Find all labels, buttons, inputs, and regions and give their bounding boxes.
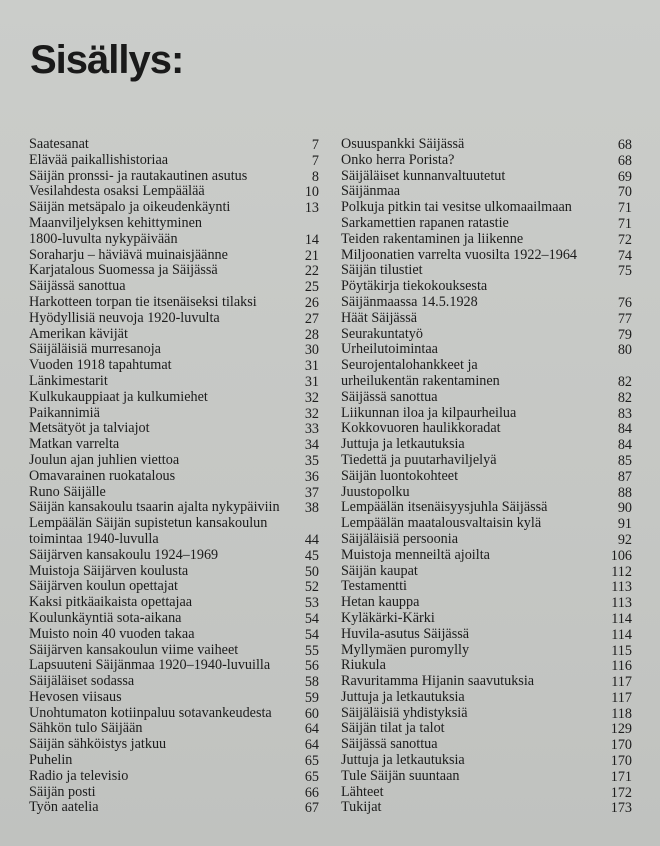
toc-entry-page: 83 bbox=[617, 405, 632, 422]
toc-entry bbox=[341, 421, 632, 437]
toc-entry-page: 112 bbox=[611, 563, 632, 580]
toc-entry-page: 115 bbox=[611, 642, 632, 659]
toc-entry bbox=[341, 548, 632, 564]
toc-entry-page: 22 bbox=[304, 263, 319, 280]
toc-entry-page: 26 bbox=[304, 294, 319, 311]
toc-entry-page: 84 bbox=[617, 437, 632, 454]
toc-entry-title: Säijässä sanottua bbox=[341, 389, 438, 405]
toc-entry-page: 117 bbox=[611, 689, 632, 706]
toc-entry-title: Seurakuntatyö bbox=[341, 326, 423, 342]
toc-entry bbox=[29, 674, 319, 690]
toc-entry bbox=[29, 721, 319, 737]
toc-entry-title: Säijäläiset kunnanvaltuutetut bbox=[341, 168, 506, 184]
toc-entry bbox=[341, 785, 632, 801]
toc-entry-title: Hyödyllisiä neuvoja 1920-luvulta bbox=[29, 310, 220, 326]
toc-entry-title: Koulunkäyntiä sota-aikana bbox=[29, 610, 182, 626]
toc-entry-page: 172 bbox=[610, 784, 632, 801]
toc-entry-title: Säijän sähköistys jatkuu bbox=[29, 737, 167, 753]
toc-entry-page: 10 bbox=[304, 184, 319, 201]
toc-entry bbox=[341, 485, 632, 501]
toc-entry-page: 32 bbox=[304, 389, 319, 406]
toc-entry bbox=[29, 184, 319, 200]
toc-entry-title: Säijärven kansakoulu 1924–1969 bbox=[29, 547, 219, 563]
toc-entry bbox=[29, 200, 319, 216]
toc-entry-page: 87 bbox=[617, 468, 632, 485]
toc-entry bbox=[341, 248, 632, 264]
toc-entry-page: 45 bbox=[304, 547, 319, 564]
toc-entry-title: Säijässä sanottua bbox=[29, 279, 126, 295]
toc-entry-page: 33 bbox=[304, 421, 319, 438]
toc-entry bbox=[29, 548, 319, 564]
toc-entry bbox=[341, 532, 632, 548]
toc-entry-title: Tiedettä ja puutarhaviljelyä bbox=[341, 452, 497, 468]
toc-entry bbox=[341, 627, 632, 643]
toc-entry-page: 113 bbox=[611, 579, 632, 596]
toc-entry-page: 70 bbox=[617, 184, 632, 201]
toc-entry-title: Miljoonatien varrelta vuosilta 1922–1964 bbox=[341, 247, 578, 263]
toc-entry-page: 114 bbox=[611, 610, 632, 627]
toc-entry-page: 118 bbox=[611, 705, 632, 722]
toc-entry-page: 88 bbox=[617, 484, 632, 501]
toc-entry-page: 50 bbox=[304, 563, 319, 580]
toc-entry-page: 25 bbox=[304, 279, 319, 296]
toc-entry bbox=[341, 769, 632, 785]
toc-entry bbox=[341, 311, 632, 327]
toc-entry bbox=[341, 137, 632, 153]
toc-entry-page: 21 bbox=[304, 247, 319, 264]
toc-entry-title: Vuoden 1918 tapahtumat bbox=[29, 358, 172, 374]
toc-entry-title: Tule Säijän suuntaan bbox=[341, 768, 460, 784]
toc-entry bbox=[29, 737, 319, 753]
toc-entry-page: 91 bbox=[617, 516, 632, 533]
toc-entry-title: Säijän tilustiet bbox=[341, 263, 423, 279]
toc-entry-page: 117 bbox=[611, 674, 632, 691]
toc-entry-page: 8 bbox=[311, 168, 319, 185]
toc-entry bbox=[29, 279, 319, 295]
toc-entry bbox=[341, 406, 632, 422]
toc-entry-title: Kyläkärki-Kärki bbox=[341, 610, 435, 626]
toc-entry-page: 30 bbox=[304, 342, 319, 359]
toc-entry-page: 79 bbox=[617, 326, 632, 343]
toc-entry bbox=[29, 437, 319, 453]
toc-entry-page: 71 bbox=[617, 200, 632, 217]
toc-entry bbox=[29, 627, 319, 643]
toc-entry-title: Lempäälän itsenäisyysjuhla Säijässä bbox=[341, 500, 548, 516]
toc-entry-page: 82 bbox=[617, 373, 632, 390]
toc-entry bbox=[341, 184, 632, 200]
toc-column-left bbox=[29, 137, 319, 816]
toc-entry bbox=[29, 706, 319, 722]
toc-entry-title: Elävää paikallishistoriaa bbox=[29, 152, 169, 168]
toc-entry-page: 68 bbox=[617, 152, 632, 169]
toc-entry bbox=[341, 595, 632, 611]
toc-entry bbox=[29, 406, 319, 422]
toc-entry-title: Länkimestarit bbox=[29, 373, 108, 389]
toc-entry bbox=[29, 595, 319, 611]
toc-entry-page: 31 bbox=[304, 358, 319, 375]
toc-entry bbox=[29, 295, 319, 311]
toc-entry-title: Kulkukauppiaat ja kulkumiehet bbox=[29, 389, 208, 405]
toc-entry-page: 84 bbox=[617, 421, 632, 438]
toc-entry-page: 59 bbox=[304, 689, 319, 706]
toc-entry-title: Sähkön tulo Säijään bbox=[29, 721, 143, 737]
toc-entry bbox=[341, 169, 632, 185]
toc-entry-title: Muistoja Säijärven koulusta bbox=[29, 563, 189, 579]
toc-entry-title: Juttuja ja letkautuksia bbox=[341, 689, 465, 705]
toc-entry bbox=[341, 153, 632, 169]
toc-entry-title: Säijärven koulun opettajat bbox=[29, 579, 178, 595]
toc-entry bbox=[341, 737, 632, 753]
toc-entry bbox=[341, 658, 632, 674]
toc-entry bbox=[29, 453, 319, 469]
toc-entry-title: Säijässä sanottua bbox=[341, 737, 438, 753]
toc-entry-page: 75 bbox=[617, 263, 632, 280]
toc-entry-page: 69 bbox=[617, 168, 632, 185]
toc-entry-page: 71 bbox=[617, 215, 632, 232]
toc-entry bbox=[29, 248, 319, 264]
toc-entry bbox=[341, 358, 632, 390]
toc-entry bbox=[29, 342, 319, 358]
toc-entry-title: Testamentti bbox=[341, 579, 407, 595]
toc-entry-title: Juttuja ja letkautuksia bbox=[341, 437, 465, 453]
toc-entry-title: Sarkamettien rapanen ratastie bbox=[341, 215, 509, 231]
toc-entry-title: Säijänmaa bbox=[341, 184, 401, 200]
toc-entry bbox=[29, 311, 319, 327]
toc-entry bbox=[29, 153, 319, 169]
toc-entry bbox=[29, 658, 319, 674]
toc-entry bbox=[29, 500, 319, 516]
toc-entry bbox=[341, 753, 632, 769]
toc-entry-title: Saatesanat bbox=[29, 137, 89, 152]
toc-entry bbox=[341, 611, 632, 627]
toc-entry-title: Osuuspankki Säijässä bbox=[341, 137, 465, 152]
toc-entry bbox=[29, 785, 319, 801]
toc-entry-title: Säijän tilat ja talot bbox=[341, 721, 445, 737]
toc-entry bbox=[341, 800, 632, 816]
toc-entry-page: 77 bbox=[617, 310, 632, 327]
toc-entry-title: Myllymäen puromylly bbox=[341, 642, 470, 658]
toc-entry bbox=[29, 643, 319, 659]
toc-entry-title: Säijäläisiä persoonia bbox=[341, 531, 459, 547]
toc-entry-title: Riukula bbox=[341, 658, 386, 674]
toc-entry bbox=[29, 769, 319, 785]
toc-entry-page: 27 bbox=[304, 310, 319, 327]
toc-entry-title: Työn aatelia bbox=[29, 800, 99, 816]
toc-entry-page: 56 bbox=[304, 658, 319, 675]
toc-entry-title: urheilukentän rakentaminen bbox=[341, 373, 500, 389]
toc-entry-page: 85 bbox=[617, 452, 632, 469]
toc-entry-title: toimintaa 1940-luvulla bbox=[29, 531, 159, 547]
toc-entry-title: Juttuja ja letkautuksia bbox=[341, 753, 465, 769]
toc-entry-title: Säijänmaassa 14.5.1928 bbox=[341, 294, 478, 310]
toc-entry-page: 28 bbox=[304, 326, 319, 343]
toc-entry-page: 53 bbox=[304, 595, 319, 612]
toc-entry-title: Huvila-asutus Säijässä bbox=[341, 626, 470, 642]
toc-entry-page: 66 bbox=[304, 784, 319, 801]
toc-entry bbox=[341, 500, 632, 516]
toc-entry-title: Unohtumaton kotiinpaluu sotavankeudesta bbox=[29, 705, 272, 721]
toc-entry-title: Soraharju – häviävä muinaisjäänne bbox=[29, 247, 228, 263]
toc-entry bbox=[29, 516, 319, 548]
toc-entry-title: Puhelin bbox=[29, 753, 73, 769]
toc-entry-page: 13 bbox=[304, 200, 319, 217]
toc-entry bbox=[29, 753, 319, 769]
toc-entry-title: Karjatalous Suomessa ja Säijässä bbox=[29, 263, 218, 279]
toc-entry bbox=[341, 564, 632, 580]
toc-column-right bbox=[341, 137, 632, 816]
toc-entry-page: 171 bbox=[610, 768, 632, 785]
toc-entry-page: 82 bbox=[617, 389, 632, 406]
toc-entry-title: Muistoja menneiltä ajoilta bbox=[341, 547, 490, 563]
toc-entry bbox=[341, 327, 632, 343]
toc-entry-page: 34 bbox=[304, 437, 319, 454]
toc-entry-page: 74 bbox=[617, 247, 632, 264]
toc-entry bbox=[341, 516, 632, 532]
toc-entry-title: Runo Säijälle bbox=[29, 484, 106, 500]
toc-entry-title: Lapsuuteni Säijänmaa 1920–1940-luvuilla bbox=[29, 658, 271, 674]
toc-entry-page: 52 bbox=[304, 579, 319, 596]
toc-entry-page: 38 bbox=[304, 500, 319, 517]
toc-entry-title: Hevosen viisaus bbox=[29, 689, 122, 705]
toc-entry bbox=[341, 453, 632, 469]
toc-entry bbox=[341, 437, 632, 453]
toc-entry bbox=[341, 390, 632, 406]
toc-entry-page: 36 bbox=[304, 468, 319, 485]
toc-entry bbox=[341, 216, 632, 232]
toc-entry-title: Säijärven kansakoulun viime vaiheet bbox=[29, 642, 239, 658]
toc-entry-title: Säijäläiset sodassa bbox=[29, 674, 135, 690]
toc-entry-page: 32 bbox=[304, 405, 319, 422]
toc-entry-title: Omavarainen ruokatalous bbox=[29, 468, 176, 484]
toc-entry bbox=[341, 279, 632, 311]
toc-entry bbox=[29, 800, 319, 816]
toc-entry-page: 60 bbox=[304, 705, 319, 722]
toc-entry-title: Juustopolku bbox=[341, 484, 410, 500]
toc-entry-title: Amerikan kävijät bbox=[29, 326, 128, 342]
toc-entry-title: Matkan varrelta bbox=[29, 437, 120, 453]
toc-entry bbox=[29, 374, 319, 390]
toc-entry-title: Ravuritamma Hijanin saavutuksia bbox=[341, 674, 535, 690]
toc-entry-page: 106 bbox=[610, 547, 632, 564]
toc-entry-page: 114 bbox=[611, 626, 632, 643]
toc-entry bbox=[341, 469, 632, 485]
toc-entry-page: 129 bbox=[610, 721, 632, 738]
toc-entry-page: 72 bbox=[617, 231, 632, 248]
toc-entry bbox=[29, 421, 319, 437]
toc-entry-page: 68 bbox=[617, 137, 632, 153]
toc-entry-title: Säijän pronssi- ja rautakautinen asutus bbox=[29, 168, 248, 184]
toc-entry-title: Joulun ajan juhlien viettoa bbox=[29, 452, 180, 468]
toc-entry-title: Hetan kauppa bbox=[341, 595, 420, 611]
toc-entry-title: Pöytäkirja tiekokouksesta bbox=[341, 279, 488, 295]
toc-entry bbox=[341, 643, 632, 659]
toc-entry-page: 67 bbox=[304, 800, 319, 817]
toc-entry-title: Teiden rakentaminen ja liikenne bbox=[341, 231, 524, 247]
toc-entry-page: 58 bbox=[304, 674, 319, 691]
toc-entry-title: Säijän metsäpalo ja oikeudenkäynti bbox=[29, 200, 231, 216]
toc-entry-page: 64 bbox=[304, 721, 319, 738]
toc-entry-page: 37 bbox=[304, 484, 319, 501]
toc-entry bbox=[29, 358, 319, 374]
toc-entry-page: 55 bbox=[304, 642, 319, 659]
toc-entry-page: 54 bbox=[304, 626, 319, 643]
toc-entry bbox=[341, 690, 632, 706]
toc-entry-title: Lähteet bbox=[341, 784, 384, 800]
toc-entry-title: Säijän kansakoulu tsaarin ajalta nykypäiviin bbox=[29, 500, 280, 516]
toc-entry-title: Metsätyöt ja talviajot bbox=[29, 421, 150, 437]
toc-entry-page: 31 bbox=[304, 373, 319, 390]
toc-entry-page: 76 bbox=[617, 294, 632, 311]
toc-entry-title: Säijäläisiä yhdistyksiä bbox=[341, 705, 468, 721]
toc-entry-page: 44 bbox=[304, 531, 319, 548]
toc-entry-title: Lempäälän maatalousvaltaisin kylä bbox=[341, 516, 542, 532]
toc-entry-title: Säijäläisiä murresanoja bbox=[29, 342, 161, 358]
toc-entry-title: Seurojentalohankkeet ja bbox=[341, 358, 478, 374]
toc-entry bbox=[29, 469, 319, 485]
toc-entry-title: Säijän luontokohteet bbox=[341, 468, 459, 484]
toc-entry-title: Polkuja pitkin tai vesitse ulkomaailmaan bbox=[341, 200, 572, 216]
toc-entry-page: 170 bbox=[610, 753, 632, 770]
toc-entry-page: 113 bbox=[611, 595, 632, 612]
toc-entry bbox=[29, 390, 319, 406]
toc-entry-page: 116 bbox=[611, 658, 632, 675]
toc-entry bbox=[29, 137, 319, 153]
toc-entry-title: Säijän posti bbox=[29, 784, 96, 800]
toc-entry-title: Säijän kaupat bbox=[341, 563, 418, 579]
toc-entry-title: Häät Säijässä bbox=[341, 310, 418, 326]
toc-entry bbox=[29, 169, 319, 185]
toc-entry bbox=[29, 263, 319, 279]
toc-entry-page: 65 bbox=[304, 753, 319, 770]
toc-entry bbox=[29, 579, 319, 595]
toc-entry-page: 65 bbox=[304, 768, 319, 785]
toc-entry-page: 35 bbox=[304, 452, 319, 469]
toc-entry-page: 64 bbox=[304, 737, 319, 754]
toc-entry-title: Maanviljelyksen kehittyminen bbox=[29, 215, 202, 231]
toc-entry bbox=[29, 564, 319, 580]
toc-entry bbox=[29, 485, 319, 501]
toc-entry-page: 54 bbox=[304, 610, 319, 627]
toc-entry-title: Vesilahdesta osaksi Lempäälää bbox=[29, 184, 205, 200]
toc-entry bbox=[341, 263, 632, 279]
toc-entry-title: Kokkovuoren haulikkoradat bbox=[341, 421, 501, 437]
toc-entry-title: Harkotteen torpan tie itsenäiseksi tilaksi bbox=[29, 294, 257, 310]
toc-entry-title: Paikannimiä bbox=[29, 405, 100, 421]
page-title: Sisällys: bbox=[30, 38, 184, 82]
toc-entry-title: Kaksi pitkäaikaista opettajaa bbox=[29, 595, 193, 611]
toc-entry-title: Radio ja televisio bbox=[29, 768, 129, 784]
toc-entry bbox=[341, 200, 632, 216]
toc-entry-page: 90 bbox=[617, 500, 632, 517]
toc-entry bbox=[341, 674, 632, 690]
toc-entry-page: 80 bbox=[617, 342, 632, 359]
toc-entry-page: 7 bbox=[311, 152, 319, 169]
toc-entry bbox=[341, 579, 632, 595]
toc-entry-title: Tukijat bbox=[341, 800, 382, 816]
toc-entry bbox=[29, 216, 319, 248]
toc-entry bbox=[341, 721, 632, 737]
toc-entry bbox=[341, 232, 632, 248]
toc-entry bbox=[341, 342, 632, 358]
toc-entry bbox=[29, 327, 319, 343]
toc-entry-title: Liikunnan iloa ja kilpaurheilua bbox=[341, 405, 517, 421]
toc-entry-page: 14 bbox=[304, 231, 319, 248]
toc-entry bbox=[29, 690, 319, 706]
toc-entry-page: 7 bbox=[311, 137, 319, 153]
toc-entry-title: Muisto noin 40 vuoden takaa bbox=[29, 626, 195, 642]
toc-entry-title: 1800-luvulta nykypäivään bbox=[29, 231, 178, 247]
toc-entry-title: Lempäälän Säijän supistetun kansakoulun bbox=[29, 516, 268, 532]
toc-entry bbox=[29, 611, 319, 627]
toc-entry-page: 170 bbox=[610, 737, 632, 754]
toc-entry-title: Urheilutoimintaa bbox=[341, 342, 438, 358]
toc-entry-page: 173 bbox=[610, 800, 632, 817]
toc-entry bbox=[341, 706, 632, 722]
toc-entry-page: 92 bbox=[617, 531, 632, 548]
toc-entry-title: Onko herra Porista? bbox=[341, 152, 455, 168]
